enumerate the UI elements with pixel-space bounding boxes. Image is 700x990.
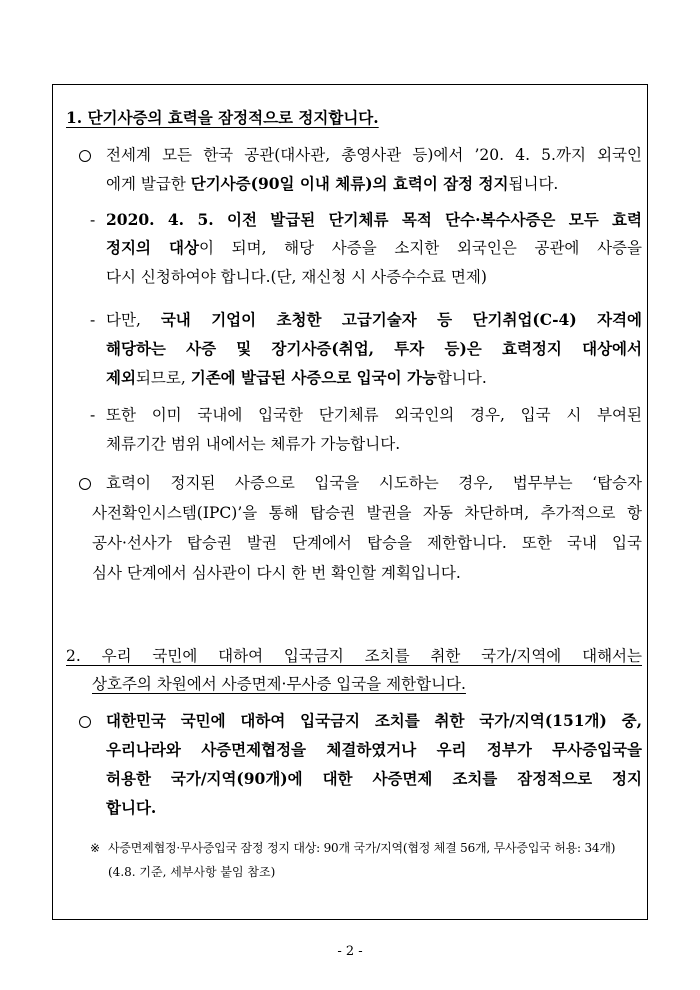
s1-bullet2-line1: 효력이 정지된 사증으로 입국을 시도하는 경우, 법무부는 ‘탑승자 <box>106 474 642 492</box>
note-line2: (4.8. 기준, 세부사항 붙임 참조) <box>108 865 276 879</box>
s1-bullet2-line4: 심사 단계에서 심사관이 다시 한 번 확인할 계획입니다. <box>92 564 461 582</box>
section-2-heading-line1: 2. 우리 국민에 대하여 입국금지 조치를 취한 국가/지역에 대해서는 <box>66 647 642 665</box>
section-1-heading: 1. 단기사증의 효력을 잠정적으로 정지합니다. <box>66 108 379 127</box>
s1-sub2-line1: 다만, 국내 기업이 초청한 고급기술자 등 단기취업(C-4) 자격에 <box>106 310 642 329</box>
s2-bullet1-line1: 대한민국 국민에 대하여 입국금지 조치를 취한 국가/지역(151개) 중, <box>106 711 642 730</box>
s2-bullet1-line2: 우리나라와 사증면제협정을 체결하였거나 우리 정부가 무사증입국을 <box>106 740 642 759</box>
circle-bullet-icon <box>79 478 91 490</box>
circle-bullet-icon <box>79 716 91 728</box>
s1-sub2-line2: 해당하는 사증 및 장기사증(취업, 투자 등)은 효력정지 대상에서 <box>106 339 642 358</box>
page-number: - 2 - <box>337 944 363 959</box>
s1-sub1-line2: 정지의 대상이 되며, 해당 사증을 소지한 외국인은 공관에 사증을 <box>106 238 642 257</box>
s1-sub3-line2: 체류기간 범위 내에서는 체류가 가능합니다. <box>106 435 401 453</box>
s1-bullet1-line1: 전세계 모든 한국 공관(대사관, 총영사관 등)에서 ’20. 4. 5.까지 외국인 <box>106 146 642 164</box>
s1-bullet2-line3: 공사·선사가 탑승권 발권 단계에서 탑승을 제한합니다. 또한 국내 입국 <box>92 534 642 552</box>
circle-bullet-icon <box>79 150 91 162</box>
dash-bullet: - <box>90 211 96 229</box>
s1-sub1-line1: 2020. 4. 5. 이전 발급된 단기체류 목적 단수·복수사증은 모두 효력 <box>106 210 642 229</box>
note-line1: 사증면제협정·무사증입국 잠정 정지 대상: 90개 국가/지역(협정 체결 56개, 무사증입국 허용: 34개) <box>108 841 616 855</box>
s1-sub3-line1: 또한 이미 국내에 입국한 단기체류 외국인의 경우, 입국 시 부여된 <box>106 406 642 424</box>
dash-bullet: - <box>90 311 96 329</box>
s2-bullet1-line3: 허용한 국가/지역(90개)에 대한 사증면제 조치를 잠정적으로 정지 <box>106 769 642 788</box>
s1-bullet1-line2: 에게 발급한 단기사증(90일 이내 체류)의 효력이 잠정 정지됩니다. <box>106 174 559 193</box>
s2-bullet1-line4: 합니다. <box>106 798 157 817</box>
section-2-heading-line2: 상호주의 차원에서 사증면제·무사증 입국을 제한합니다. <box>92 675 466 693</box>
s1-sub2-line3: 제외되므로, 기존에 발급된 사증으로 입국이 가능합니다. <box>106 368 487 387</box>
note-mark: ※ <box>90 841 101 855</box>
s1-sub1-line3: 다시 신청하여야 합니다.(단, 재신청 시 사증수수료 면제) <box>106 268 487 286</box>
dash-bullet: - <box>90 406 96 424</box>
s1-bullet2-line2: 사전확인시스템(IPC)’을 통해 탑승권 발권을 자동 차단하며, 추가적으로 항 <box>92 504 642 522</box>
